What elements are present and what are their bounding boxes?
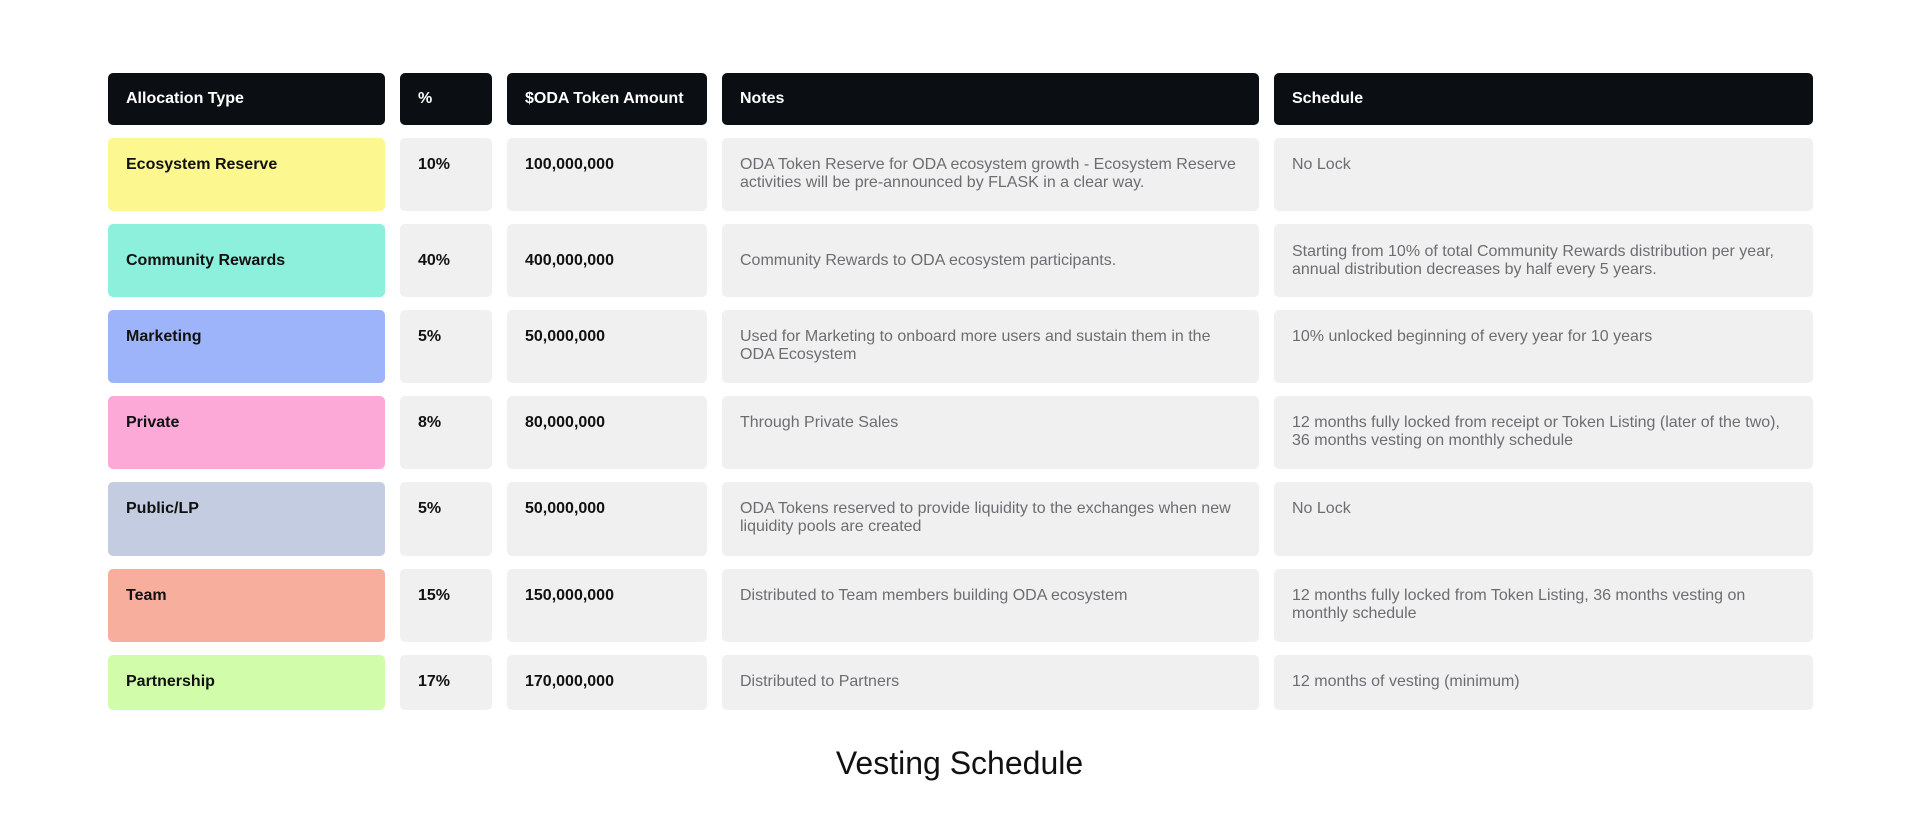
- allocation-type-cell: Community Rewards: [108, 224, 385, 297]
- notes-cell: ODA Tokens reserved to provide liquidity to the exchanges when new liquidity pools are created: [722, 482, 1259, 556]
- allocation-type-cell: Ecosystem Reserve: [108, 138, 385, 211]
- allocation-type-cell: Team: [108, 569, 385, 642]
- percent-cell: 5%: [400, 482, 492, 556]
- schedule-cell: 12 months fully locked from receipt or Token Listing (later of the two), 36 months vesting on monthly schedule: [1274, 396, 1813, 469]
- header-notes: Notes: [722, 73, 1259, 125]
- schedule-cell: No Lock: [1274, 482, 1813, 556]
- table-row: [108, 224, 1813, 297]
- table-row: [108, 482, 1813, 556]
- amount-cell: 400,000,000: [507, 224, 707, 297]
- header-token-amount: $ODA Token Amount: [507, 73, 707, 125]
- amount-cell: 50,000,000: [507, 482, 707, 556]
- percent-cell: 5%: [400, 310, 492, 383]
- allocation-type-cell: Public/LP: [108, 482, 385, 556]
- header-allocation-type: Allocation Type: [108, 73, 385, 125]
- table-row: [108, 138, 1813, 211]
- table-row: [108, 310, 1813, 383]
- page-title: Vesting Schedule: [835, 745, 1084, 781]
- notes-cell: Distributed to Partners: [722, 655, 1259, 710]
- notes-cell: Distributed to Team members building ODA ecosystem: [722, 569, 1259, 642]
- percent-cell: 17%: [400, 655, 492, 710]
- allocation-type-cell: Private: [108, 396, 385, 469]
- percent-cell: 8%: [400, 396, 492, 469]
- header-schedule: Schedule: [1274, 73, 1813, 125]
- table-row: [108, 396, 1813, 469]
- allocation-type-cell: Partnership: [108, 655, 385, 710]
- percent-cell: 10%: [400, 138, 492, 211]
- table-row: [108, 569, 1813, 642]
- amount-cell: 50,000,000: [507, 310, 707, 383]
- amount-cell: 100,000,000: [507, 138, 707, 211]
- table-row: [108, 655, 1813, 710]
- vesting-table: [108, 73, 1813, 723]
- percent-cell: 15%: [400, 569, 492, 642]
- schedule-cell: 12 months of vesting (minimum): [1274, 655, 1813, 710]
- notes-cell: ODA Token Reserve for ODA ecosystem growth - Ecosystem Reserve activities will be pre-announced by FLASK in a clear way.: [722, 138, 1259, 211]
- header-percent: %: [400, 73, 492, 125]
- amount-cell: 170,000,000: [507, 655, 707, 710]
- percent-cell: 40%: [400, 224, 492, 297]
- table-header-row: [108, 73, 1813, 125]
- notes-cell: Through Private Sales: [722, 396, 1259, 469]
- schedule-cell: 12 months fully locked from Token Listing, 36 months vesting on monthly schedule: [1274, 569, 1813, 642]
- allocation-type-cell: Marketing: [108, 310, 385, 383]
- amount-cell: 80,000,000: [507, 396, 707, 469]
- schedule-cell: Starting from 10% of total Community Rewards distribution per year, annual distribution decreases by half every 5 years.: [1274, 224, 1813, 297]
- amount-cell: 150,000,000: [507, 569, 707, 642]
- schedule-cell: No Lock: [1274, 138, 1813, 211]
- schedule-cell: 10% unlocked beginning of every year for 10 years: [1274, 310, 1813, 383]
- notes-cell: Community Rewards to ODA ecosystem participants.: [722, 224, 1259, 297]
- notes-cell: Used for Marketing to onboard more users and sustain them in the ODA Ecosystem: [722, 310, 1259, 383]
